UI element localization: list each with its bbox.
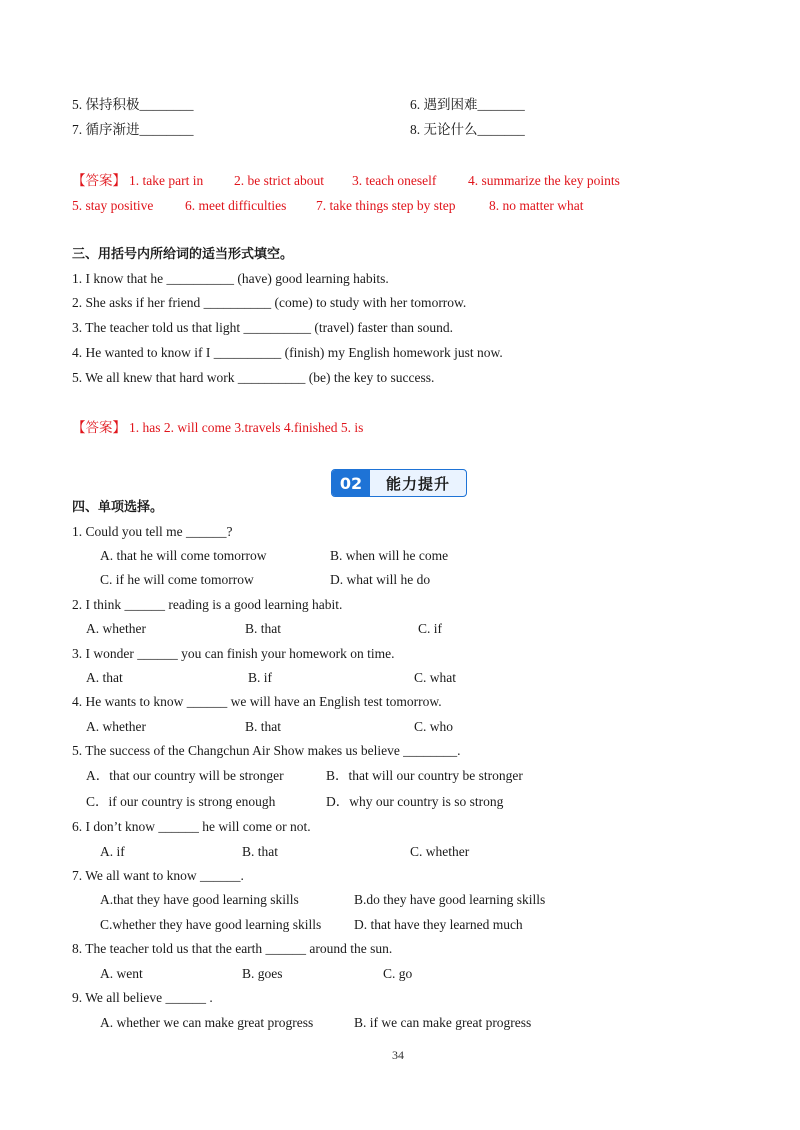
vocab-item-6: 6. 遇到困难_______ bbox=[410, 97, 525, 112]
vocab-item-5: 5. 保持积极________ bbox=[72, 97, 194, 112]
question-stem: 4. He wants to know ______ we will have an English test tomorrow. bbox=[72, 694, 442, 709]
answer-item: 1. take part in bbox=[129, 173, 204, 188]
option: B. goes bbox=[242, 966, 283, 981]
option: C. who bbox=[414, 719, 454, 734]
option: A. whether bbox=[86, 621, 146, 636]
answer-item: 7. take things step by step bbox=[316, 198, 456, 213]
question: 3. The teacher told us that light __________ (travel) faster than sound. bbox=[72, 320, 454, 335]
section-badge bbox=[331, 469, 467, 497]
answer-item: 3. teach oneself bbox=[352, 173, 437, 188]
question-stem: 7. We all want to know ______. bbox=[72, 868, 244, 883]
question-stem: 1. Could you tell me ______? bbox=[72, 524, 233, 539]
option: A. went bbox=[100, 966, 143, 981]
badge-number: 02 bbox=[332, 470, 370, 496]
option: D．why our country is so strong bbox=[326, 794, 504, 809]
option: C．if our country is strong enough bbox=[86, 794, 276, 809]
question: 1. I know that he __________ (have) good learning habits. bbox=[72, 271, 389, 286]
badge-title: 能力提升 bbox=[385, 474, 450, 493]
option: B. that bbox=[242, 844, 278, 859]
question-stem: 8. The teacher told us that the earth ______ around the sun. bbox=[72, 941, 393, 956]
option: C. whether bbox=[410, 844, 470, 859]
option: A．that our country will be stronger bbox=[86, 768, 284, 783]
option: B. that bbox=[245, 719, 281, 734]
answer-prefix: 【答案】 bbox=[72, 173, 126, 188]
question-stem: 9. We all believe ______ . bbox=[72, 990, 213, 1005]
option: A. if bbox=[100, 844, 125, 859]
vocab-item-8: 8. 无论什么_______ bbox=[410, 122, 525, 137]
answer-item: 8. no matter what bbox=[489, 198, 584, 213]
option: A. that bbox=[86, 670, 123, 685]
answer-prefix: 【答案】 bbox=[72, 420, 126, 435]
question-stem: 5. The success of the Changchun Air Show makes us believe ________. bbox=[72, 743, 461, 758]
answer-item: 6. meet difficulties bbox=[185, 198, 287, 213]
question: 2. She asks if her friend __________ (come) to study with her tomorrow. bbox=[72, 295, 467, 310]
question-stem: 3. I wonder ______ you can finish your homework on time. bbox=[72, 646, 395, 661]
option: A.that they have good learning skills bbox=[100, 892, 299, 907]
option: B. when will he come bbox=[330, 548, 449, 563]
option: B. that bbox=[245, 621, 281, 636]
option: B．that will our country be stronger bbox=[326, 768, 523, 783]
option: C. go bbox=[383, 966, 413, 981]
vocab-item-7: 7. 循序渐进________ bbox=[72, 122, 194, 137]
answer-item: 5. stay positive bbox=[72, 198, 154, 213]
answer-item: 2. be strict about bbox=[234, 173, 324, 188]
option: C.whether they have good learning skills bbox=[100, 917, 322, 932]
option: C. if bbox=[418, 621, 443, 636]
section-heading: 三、用括号内所给词的适当形式填空。 bbox=[72, 247, 294, 262]
option: C. if he will come tomorrow bbox=[100, 572, 254, 587]
option: D. what will he do bbox=[330, 572, 431, 587]
question-stem: 2. I think ______ reading is a good learning habit. bbox=[72, 597, 343, 612]
section-heading: 四、单项选择。 bbox=[72, 500, 164, 515]
question-stem: 6. I don’t know ______ he will come or not. bbox=[72, 819, 311, 834]
answer-text: 1. has 2. will come 3.travels 4.finished 5. is bbox=[129, 420, 364, 435]
option: A. whether we can make great progress bbox=[100, 1015, 314, 1030]
question: 5. We all knew that hard work __________ (be) the key to success. bbox=[72, 370, 435, 385]
option: B. if we can make great progress bbox=[354, 1015, 532, 1030]
option: B.do they have good learning skills bbox=[354, 892, 546, 907]
answer-item: 4. summarize the key points bbox=[468, 173, 620, 188]
question: 4. He wanted to know if I __________ (finish) my English homework just now. bbox=[72, 345, 503, 360]
option: B. if bbox=[248, 670, 273, 685]
option: C. what bbox=[414, 670, 456, 685]
page-number: 34 bbox=[392, 1048, 404, 1062]
option: A. whether bbox=[86, 719, 146, 734]
option: D. that have they learned much bbox=[354, 917, 523, 932]
option: A. that he will come tomorrow bbox=[100, 548, 267, 563]
